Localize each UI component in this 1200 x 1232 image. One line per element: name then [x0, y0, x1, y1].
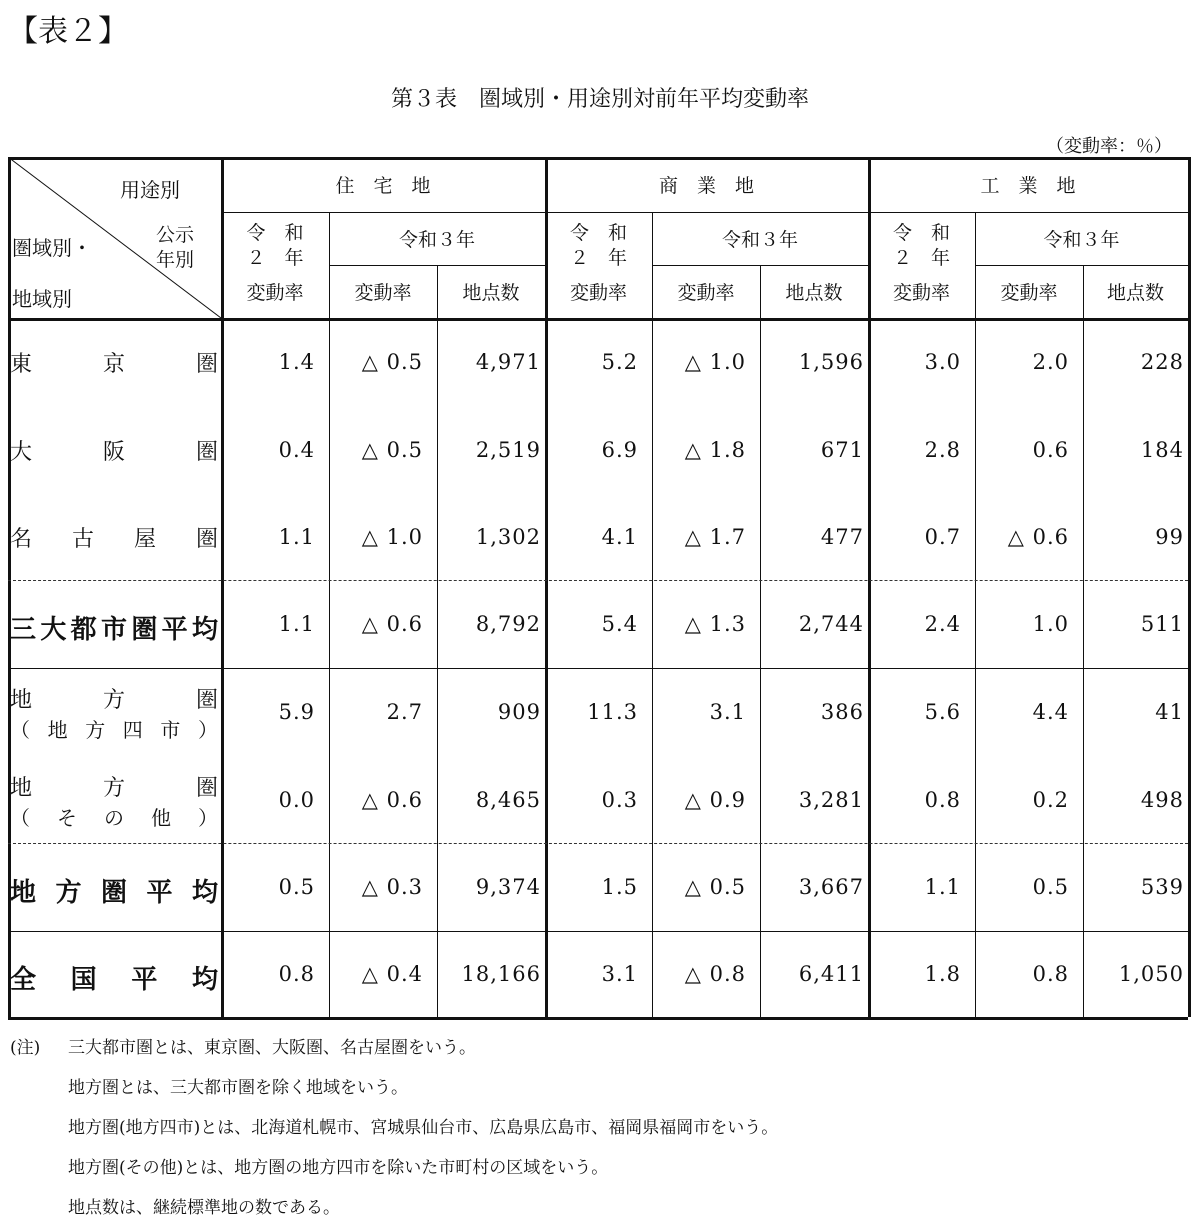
- region-char: 平: [161, 615, 188, 645]
- note-line: 地方圏(地方四市)とは、北海道札幌市、宮城県仙台市、広島県広島市、福岡県福岡市をいう。: [68, 1118, 779, 1138]
- note-line: 地方圏とは、三大都市圏を除く地域をいう。: [68, 1078, 408, 1098]
- table-cell: 477: [820, 524, 864, 549]
- region-char: 方: [85, 718, 106, 742]
- region-char: 圏: [195, 439, 218, 465]
- table-cell: 1.4: [278, 350, 315, 374]
- table-cell: 1,596: [798, 350, 864, 374]
- region-char: の: [104, 806, 124, 830]
- table-cell: △ 0.3: [361, 875, 423, 899]
- table-cell: 1.0: [1032, 612, 1069, 636]
- area-label: 圏域別・: [12, 236, 92, 260]
- region-name: [10, 522, 218, 553]
- region-char: そ: [57, 806, 77, 830]
- table-cell: 3,667: [798, 875, 864, 899]
- region-char: 圏: [195, 688, 218, 713]
- table-cell: 1.1: [278, 612, 315, 636]
- rate-header: 変動率: [246, 282, 304, 304]
- announce-label: 年別: [156, 249, 195, 271]
- region-char: 地: [10, 776, 33, 801]
- region-name: [10, 872, 218, 909]
- table-cell: 8,792: [475, 612, 541, 636]
- table-cell: 386: [820, 700, 864, 724]
- table-cell: 1,050: [1118, 962, 1184, 986]
- table-cell: 1.8: [924, 962, 961, 986]
- region-char: 市: [160, 718, 181, 742]
- table-cell: △ 0.9: [684, 787, 746, 812]
- table-cell: 18,166: [461, 962, 541, 986]
- region-char: （: [10, 718, 30, 742]
- table-cell: △ 0.6: [361, 612, 423, 636]
- table-cell: 1,302: [475, 524, 541, 549]
- region-name: [10, 347, 218, 378]
- region-char: 京: [102, 352, 125, 377]
- region-subname: [10, 802, 218, 831]
- table-cell: △ 1.7: [684, 524, 746, 549]
- table-cell: 2.0: [1032, 350, 1069, 374]
- region-char: 圏: [131, 615, 158, 645]
- table-cell: 4.4: [1032, 700, 1069, 724]
- table-cell: 2.7: [386, 700, 423, 724]
- table-cell: △ 0.6: [361, 787, 423, 812]
- table-cell: 6.9: [601, 437, 638, 462]
- table-cell: 41: [1155, 700, 1184, 724]
- region-subname: [10, 714, 218, 743]
- table-cell: 2.8: [924, 437, 961, 462]
- prev-year-label: ２ 年: [569, 247, 627, 269]
- region-name: [10, 959, 218, 996]
- rate-header: 変動率: [677, 282, 735, 304]
- column-group-header: 工 業 地: [980, 175, 1076, 197]
- table-cell: 3,281: [798, 787, 864, 812]
- table-cell: △ 1.0: [684, 350, 746, 374]
- region-name: [10, 771, 218, 802]
- table-cell: 2,744: [798, 612, 864, 636]
- region-char: 地: [10, 688, 33, 713]
- table-cell: △ 0.6: [1007, 524, 1069, 549]
- table-cell: 0.0: [278, 787, 315, 812]
- column-group-header: 商 業 地: [658, 175, 754, 197]
- table-cell: 0.2: [1032, 787, 1069, 812]
- region-name: [10, 683, 218, 714]
- region-char: ）: [197, 718, 218, 742]
- region-char: （: [10, 806, 30, 830]
- table-cell: 228: [1140, 350, 1184, 374]
- table-cell: △ 1.3: [684, 612, 746, 636]
- table-cell: 1.1: [278, 524, 315, 549]
- rate-header: 変動率: [569, 282, 627, 304]
- region-char: 古: [71, 526, 94, 552]
- region-char: 大: [10, 439, 33, 465]
- rate-header: 変動率: [1000, 282, 1058, 304]
- region-char: 均: [191, 878, 218, 908]
- table-cell: 539: [1140, 875, 1184, 899]
- region-label: 地域別: [12, 287, 72, 311]
- table-cell: 9,374: [475, 875, 541, 899]
- use-label: 用途別: [120, 178, 180, 202]
- table-cell: 5.4: [601, 612, 638, 636]
- region-char: 平: [131, 965, 158, 995]
- table-cell: 3.1: [601, 962, 638, 986]
- rate-header: 変動率: [354, 282, 412, 304]
- table-vline: [1188, 157, 1191, 1017]
- table-cell: 0.5: [278, 875, 315, 899]
- region-char: 全: [10, 965, 37, 995]
- table-cell: 0.8: [924, 787, 961, 812]
- rate-header: 変動率: [892, 282, 950, 304]
- table-cell: 6,411: [798, 962, 864, 986]
- region-char: 圏: [195, 352, 218, 377]
- region-char: 圏: [195, 526, 218, 552]
- region-char: 東: [10, 352, 33, 377]
- table-cell: 0.8: [278, 962, 315, 986]
- points-header: 地点数: [785, 282, 843, 304]
- table-hline: [8, 1017, 1188, 1020]
- table-cell: 184: [1140, 437, 1184, 462]
- table-cell: 8,465: [475, 787, 541, 812]
- points-header: 地点数: [462, 282, 520, 304]
- region-char: 三: [10, 615, 37, 645]
- table-cell: 2.4: [924, 612, 961, 636]
- region-char: 四: [122, 718, 143, 742]
- region-char: 方: [55, 878, 82, 908]
- table-cell: 3.1: [709, 700, 746, 724]
- region-char: 地: [10, 878, 37, 908]
- table-cell: 5.9: [278, 700, 315, 724]
- table-cell: 498: [1140, 787, 1184, 812]
- announce-label: 公示: [156, 224, 195, 246]
- unit-note: （変動率：％）: [1046, 136, 1172, 157]
- table-cell: 3.0: [924, 350, 961, 374]
- table-cell: 671: [820, 437, 864, 462]
- region-name: [10, 609, 218, 646]
- note-line: 三大都市圏とは、東京圏、大阪圏、名古屋圏をいう。: [68, 1038, 476, 1058]
- table-cell: 4.1: [601, 524, 638, 549]
- table-cell: 5.2: [601, 350, 638, 374]
- table-cell: 0.5: [1032, 875, 1069, 899]
- note-line: 地方圏(その他)とは、地方圏の地方四市を除いた市町村の区域をいう。: [68, 1158, 609, 1178]
- table-cell: 4,971: [475, 350, 541, 374]
- region-char: 圏: [100, 878, 127, 908]
- table-cell: 1.5: [601, 875, 638, 899]
- region-char: 屋: [133, 526, 156, 552]
- table-cell: 0.4: [278, 437, 315, 462]
- table-cell: 2,519: [475, 437, 541, 462]
- table-title: 第３表 圏域別・用途別対前年平均変動率: [390, 87, 809, 112]
- table-cell: 909: [497, 700, 541, 724]
- table-cell: 1.1: [924, 875, 961, 899]
- table-cell: 0.7: [924, 524, 961, 549]
- table-cell: △ 0.5: [361, 350, 423, 374]
- curr-year-label: 令和３年: [1043, 229, 1120, 251]
- region-char: 大: [40, 615, 67, 645]
- prev-year-label: ２ 年: [892, 247, 950, 269]
- column-group-header: 住 宅 地: [335, 175, 431, 197]
- region-char: 方: [102, 776, 125, 801]
- region-name: [10, 435, 218, 466]
- table-cell: 0.3: [601, 787, 638, 812]
- region-char: 国: [70, 965, 97, 995]
- table-cell: 5.6: [924, 700, 961, 724]
- region-char: 均: [191, 965, 218, 995]
- region-char: 都: [70, 615, 97, 645]
- table-cell: △ 1.8: [684, 437, 746, 462]
- table-cell: △ 0.5: [684, 875, 746, 899]
- table-cell: 0.6: [1032, 437, 1069, 462]
- region-char: 他: [151, 806, 171, 830]
- region-char: 地: [47, 718, 68, 742]
- table-cell: 11.3: [587, 700, 638, 724]
- region-char: 市: [100, 615, 127, 645]
- region-char: 均: [191, 615, 218, 645]
- curr-year-label: 令和３年: [398, 229, 475, 251]
- region-char: 圏: [195, 776, 218, 801]
- table-cell: △ 0.4: [361, 962, 423, 986]
- region-char: 阪: [102, 439, 125, 465]
- region-char: 方: [102, 688, 125, 713]
- table-cell: △ 0.8: [684, 962, 746, 986]
- region-char: 名: [10, 526, 33, 552]
- curr-year-label: 令和３年: [721, 229, 798, 251]
- prev-year-label: 令 和: [892, 222, 950, 244]
- region-char: 平: [146, 878, 173, 908]
- table-label: 【表２】: [8, 14, 128, 49]
- table-cell: 0.8: [1032, 962, 1069, 986]
- notes-marker: (注): [10, 1038, 41, 1058]
- table-cell: △ 1.0: [361, 524, 423, 549]
- points-header: 地点数: [1106, 282, 1164, 304]
- prev-year-label: 令 和: [246, 222, 304, 244]
- note-line: 地点数は、継続標準地の数である。: [68, 1198, 340, 1218]
- region-char: ）: [198, 806, 218, 830]
- table-cell: 511: [1140, 612, 1184, 636]
- prev-year-label: ２ 年: [246, 247, 304, 269]
- table-cell: △ 0.5: [361, 437, 423, 462]
- table-cell: 99: [1155, 524, 1184, 549]
- prev-year-label: 令 和: [569, 222, 627, 244]
